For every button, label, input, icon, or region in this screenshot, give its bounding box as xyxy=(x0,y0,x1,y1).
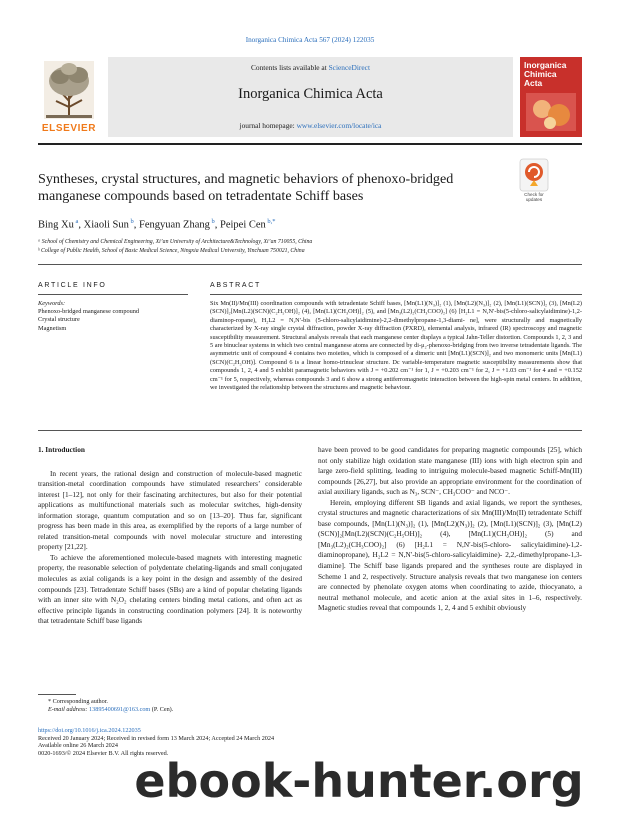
body-left-column xyxy=(38,445,302,627)
keyword-item: Crystal structure xyxy=(38,316,80,324)
body-paragraph: To achieve the aforementioned molecule-based magnets with interesting magnetic property, the reasonable selection of polydentate chelating-ligands and small conjugated molecules as axial coligands is a key point in the design and assembly of the desired compounds [23]. Tetradentate Schiff bases (SBs) are a kind of popular chelating ligands with an inner site with N₂O₂ chelating centers binding metal cations, and often act as effective principle ligands in constructing coordination polymers [24]. It is noteworthy that tetradentate Schiff base ligands xyxy=(38,552,302,626)
author-separator: , xyxy=(78,219,84,231)
corresponding-author-note: * Corresponding author. xyxy=(48,698,108,705)
email-link[interactable]: 13895400691@163.com xyxy=(89,706,151,713)
received-dates: Received 20 January 2024; Received in revised form 13 March 2024; Accepted 24 March 2024 xyxy=(38,734,275,742)
keyword-item: Magnetism xyxy=(38,324,67,332)
email-suffix: (P. Cen). xyxy=(150,706,174,713)
cover-title-line-1: Inorganica xyxy=(524,60,567,70)
cover-title xyxy=(524,61,578,88)
author-name[interactable]: Xiaoli Sun xyxy=(83,219,129,231)
author-separator: , xyxy=(133,219,139,231)
author-name[interactable]: Peipei Cen xyxy=(220,219,266,231)
article-info-divider xyxy=(38,294,188,295)
article-info-header: ARTICLE INFO xyxy=(38,282,107,289)
body-paragraph: In recent years, the rational design and construction of molecule-based magnetic transition-metal coordination compounds have stimulated researchers’ considerable interest [1–12], not only for their fascinating architectures, but also for their potential applications as multifunctional materials such as molecular switches, high-density information storage, quantum computation and so on [13–20]. Thus far, significant progress has been made in this area, as exemplified by the reports of a large number of related transition-metal compounds with novel molecular structure and interesting property [21,22]. xyxy=(38,468,302,552)
cover-title-line-2: Chimica xyxy=(524,69,557,79)
author-name[interactable]: Bing Xu xyxy=(38,219,74,231)
journal-cover-image[interactable] xyxy=(520,57,582,137)
journal-reference[interactable]: Inorganica Chimica Acta 567 (2024) 122035 xyxy=(245,36,375,44)
journal-masthead xyxy=(38,57,582,139)
author-affiliation-marker[interactable]: b,* xyxy=(265,218,276,225)
abstract-bottom-divider xyxy=(38,430,582,431)
doi-link[interactable]: https://doi.org/10.1016/j.ica.2024.122035 xyxy=(38,727,141,734)
watermark-text: ebook-hunter.org xyxy=(134,754,584,808)
elsevier-wordmark: ELSEVIER xyxy=(41,123,97,134)
title-line-1: Syntheses, crystal structures, and magnetic behaviors of phenoxo-bridged xyxy=(38,171,454,187)
author-separator: , xyxy=(214,219,220,231)
keyword-item: Phenoxo-bridged manganese compound xyxy=(38,308,140,316)
body-right-column xyxy=(318,445,582,614)
abstract-header: ABSTRACT xyxy=(210,282,261,289)
cover-title-line-3: Acta xyxy=(524,78,543,88)
introduction-heading: 1. Introduction xyxy=(38,445,85,454)
copyright-line: 0020-1693/© 2024 Elsevier B.V. All rights reserved. xyxy=(38,749,169,757)
sciencedirect-link[interactable]: ScienceDirect xyxy=(328,63,371,72)
check-for-updates-label xyxy=(514,192,554,202)
author-affiliation-marker[interactable]: b xyxy=(128,218,134,225)
journal-header-box xyxy=(108,57,513,137)
author-affiliation-marker[interactable]: a xyxy=(73,218,79,225)
keywords-block xyxy=(38,300,188,333)
check-for-updates-icon[interactable] xyxy=(519,158,549,192)
author-list xyxy=(38,218,276,231)
homepage-link[interactable]: www.elsevier.com/locate/ica xyxy=(296,121,382,130)
contents-prefix: Contents lists available at xyxy=(250,63,329,72)
abstract-divider xyxy=(210,294,582,295)
contents-line xyxy=(108,63,513,72)
check-label-line-1: Check for xyxy=(524,192,544,197)
watermark-logo xyxy=(124,751,594,809)
author-name[interactable]: Fengyuan Zhang xyxy=(139,219,210,231)
keywords-label: Keywords: xyxy=(38,300,66,307)
affiliation-divider xyxy=(38,264,582,265)
abstract-text: Six Mn(II)/Mn(III) coordination compounds with tetradentate Schiff bases, [Mn(L1)(N₃)]₂ (1), [Mn(L2)(N₃)]₂ (2), [Mn(L1)(SCN)]₂ (3), [Mn(L2)(SCN)]₂[Mn(L2)(SCN)(C₂H₅OH)]₂ (4), [Mn(L1)(CH₃OH)]₂ (5), and [Mn₃(L2)₂(CH₃COO)₂] (6) [H₂L1 = N,N′-bis(5-chloro-salicylaidimine)-1,2-diaminop-ropane), H₂L2 = N,N′-bis (5-chloro-salicylaidimine)-2,2-dimethylpropane-1,3-diami- ne], were structurally and magnetically characterized by X-ray single crystal diffraction, powder X-ray diffraction (PXRD), elemental analysis, infrared (IR) spectroscopy and magnetic susceptibility measurement. Structural analysis reveals that each manganese center displays a typical Jahn-Teller distortion. Compounds 1, 2, 3 and 5 are binuclear systems in which two central manganese atoms are connected by di-μ₂-phenoxo-bridging from two inverse tetradentate ligands. The asymmetric unit of compound 4 contains two moieties, which is composed of a dimeric unit [Mn(L1)(SCN)]₂ and two monomeric units [Mn(L1)(SCN)(C₂H₅OH)]. Compound 6 is a linear homo-trinuclear structure. Dc variable-temperature magnetic susceptibility measurements show that compounds 1, 2, 4 and 5 exhibit paramagnetic behaviors with J = +0.202 cm⁻¹ for 1, J = +0.203 cm⁻¹ for 2, J = +1.03 cm⁻¹ for 4 and = +0.152 cm⁻¹ for 5, respectively, whereas compounds 3 and 6 show a strong antiferromagnetic interaction between the high-spin metal centers. In addition, we investigated the relationship between the structures and magnetic behaviour. xyxy=(210,300,582,392)
article-title xyxy=(38,171,508,204)
footnote-divider xyxy=(38,694,76,695)
check-label-line-2: updates xyxy=(525,197,543,202)
affiliation-b: ᵇ College of Public Health, School of Basic Medical Science, Ningxia Medical University, Yinchuan 750021, China xyxy=(38,248,305,254)
email-label: E-mail address: xyxy=(48,706,90,713)
available-online: Available online 26 March 2024 xyxy=(38,742,118,750)
body-paragraph: Herein, employing different SB ligands and axial ligands, we report the syntheses, crystal structures and magnetic characterizations of six Mn(III)/Mn(II) tetradentate Schiff base compounds, [Mn(L1)(N₃)]₂ (1), [Mn(L2)(N₃)]₂ (2), [Mn(L1)(SCN)]₂ (3), [Mn(L2)(SCN)]₂[Mn(L2)(SCN)(C₂H₅OH)]₂ (4), [Mn(L1)(CH₃OH)]₂ (5) and [Mn₃(L2)₂(CH₃COO)₂] (6) [H₂L1 = N,N′-bis(5-chloro- salicylaidimine)-1,2-diaminopropane), H₂L2 = N,N′-bis(5-chloro-salicylaidimine)- 2,2,-dimethylpropane-1,3-diamine]. The Schiff base ligands prepared and the syntheses route are displayed in Scheme 1 and 2, respectively. Structure analysis reveals that two manganese ion centers are connected by phenolate oxygen atoms when coordinating to azide, thiocyanato, a neutral methanol molecule, and acetic anion at the axial sites in 1–6, respectively. Magnetic studies reveal that compounds 1, 2, 4 and 5 exhibit obviously xyxy=(318,497,582,613)
journal-title: Inorganica Chimica Acta xyxy=(238,86,383,102)
homepage-prefix: journal homepage: xyxy=(239,121,297,130)
cover-art-icon xyxy=(526,93,576,131)
body-paragraph: have been proved to be good candidates for preparing magnetic compounds [25], which not only stabilize high oxidation state manganese (III) ions with high electron spin and large zero-field splitting, leading to intriguing molecule-based magnetic Schiff-Mn(III) compounds [26,27], but also provide an appropriate environment for the coordination of axial auxiliary ligands, such as N₃, SCN⁻, CH₃COO⁻ and NCO⁻. xyxy=(318,445,582,497)
homepage-line xyxy=(108,121,513,130)
author-affiliation-marker[interactable]: b xyxy=(209,218,215,225)
affiliation-a: ᵃ School of Chemistry and Chemical Engineering, Xi’an University of Architecture&Technology, Xi’an 710055, China xyxy=(38,239,313,245)
header-divider xyxy=(38,143,582,145)
title-line-2: manganese compounds based on tetradentate Schiff bases xyxy=(38,187,364,204)
corresponding-footnote xyxy=(48,698,298,714)
email-line xyxy=(48,706,298,714)
